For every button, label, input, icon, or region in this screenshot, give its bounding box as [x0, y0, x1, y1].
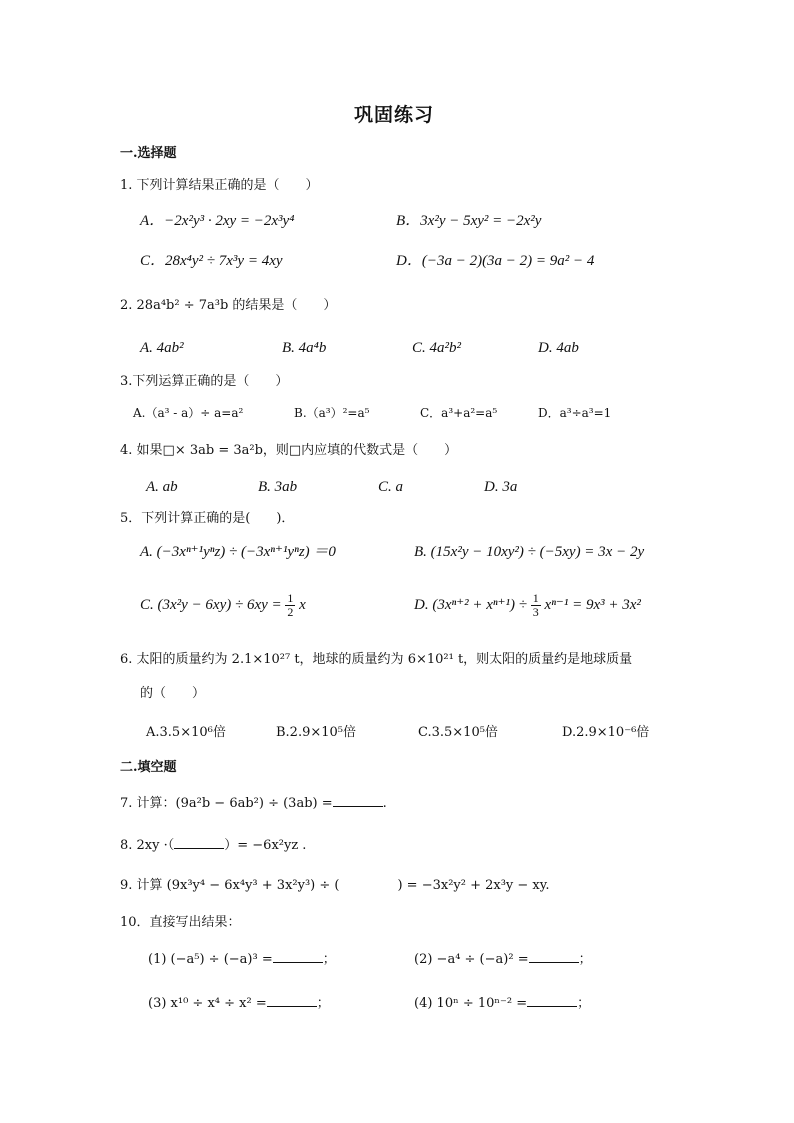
question-3-option-c: C．a³+a²=a⁵ — [420, 406, 498, 420]
question-2-option-d: D. 4ab — [538, 340, 579, 356]
question-4-option-d: D. 3a — [484, 479, 518, 495]
question-3-option-a: A.（a³ - a）÷ a=a² — [133, 406, 244, 420]
question-9-suffix: ) = −3x²y² + 2x³y − xy. — [397, 878, 550, 893]
question-3-option-d: D．a³÷a³=1 — [538, 406, 612, 420]
part-1-expr: (1) (−a⁵) ÷ (−a)³ = — [148, 952, 273, 967]
question-5-option-d-expr: D. (3xⁿ⁺² + xⁿ⁺¹) ÷ — [414, 596, 528, 613]
question-4-option-b: B. 3ab — [258, 479, 298, 495]
semicolon: ； — [316, 996, 330, 1011]
question-6-option-b: B.2.9×10⁵倍 — [276, 725, 357, 740]
answer-blank[interactable] — [174, 836, 224, 849]
question-5-option-a: A. (−3xⁿ⁺¹yⁿz) ÷ (−3xⁿ⁺¹yⁿz) ＝0 — [140, 544, 336, 560]
question-5-option-c — [140, 592, 306, 619]
question-2-stem: 2. 28a⁴b² ÷ 7a³b 的结果是（ ） — [120, 298, 337, 313]
question-7-text: 7. 计算：(9a²b − 6ab²) ÷ (3ab) = — [120, 796, 333, 811]
section-heading-choice: 一.选择题 — [120, 146, 177, 161]
question-1-option-a: A．−2x²y³ · 2xy = −2x³y⁴ — [140, 213, 295, 229]
question-1-stem: 1. 下列计算结果正确的是（ ） — [120, 178, 319, 193]
question-8-prefix: 8. 2xy ·（ — [120, 838, 175, 853]
question-1-option-d: D．(−3a − 2)(3a − 2) = 9a² − 4 — [396, 253, 595, 269]
question-10-part-1 — [148, 950, 336, 969]
question-6-option-d: D.2.9×10⁻⁶倍 — [562, 725, 650, 740]
question-3-stem: 3.下列运算正确的是（ ） — [120, 374, 289, 389]
question-5-option-c-tail: x — [299, 596, 306, 613]
answer-blank[interactable] — [267, 994, 317, 1007]
fraction-one-half: $\frac{1}{2}$ — [287, 591, 294, 619]
question-5-option-d-tail: xⁿ⁻¹ = 9x³ + 3x² — [544, 596, 641, 613]
question-6-stem-continued: 的（ ） — [140, 686, 206, 701]
question-8 — [120, 836, 306, 855]
question-10-part-4 — [414, 994, 590, 1013]
question-7 — [120, 794, 387, 813]
semicolon: ； — [322, 952, 336, 967]
page-title: 巩固练习 — [354, 104, 435, 126]
question-3-option-b: B.（a³）²=a⁵ — [294, 406, 370, 420]
question-2-option-a: A. 4ab² — [140, 340, 184, 356]
answer-blank[interactable] — [333, 794, 383, 807]
question-10-part-3 — [148, 994, 330, 1013]
answer-blank[interactable] — [273, 950, 323, 963]
answer-blank[interactable] — [529, 950, 579, 963]
period: . — [382, 796, 387, 811]
question-5-option-b: B. (15x²y − 10xy²) ÷ (−5xy) = 3x − 2y — [414, 544, 645, 560]
question-1-option-c: C．28x⁴y² ÷ 7x³y = 4xy — [140, 253, 283, 269]
question-2-option-c: C. 4a²b² — [412, 340, 461, 356]
question-1-option-b: B．3x²y − 5xy² = −2x²y — [396, 213, 542, 229]
question-9 — [120, 877, 550, 895]
question-6-option-a: A.3.5×10⁶倍 — [146, 725, 226, 740]
answer-blank[interactable] — [527, 994, 577, 1007]
section-heading-fill-in: 二.填空题 — [120, 760, 177, 775]
question-6-option-c: C.3.5×10⁵倍 — [418, 725, 498, 740]
question-5-stem: 5．下列计算正确的是( )． — [120, 511, 295, 526]
part-2-expr: (2) −a⁴ ÷ (−a)² = — [414, 952, 529, 967]
semicolon: ； — [578, 952, 592, 967]
part-4-expr: (4) 10ⁿ ÷ 10ⁿ⁻² = — [414, 996, 528, 1011]
question-6-stem: 6. 太阳的质量约为 2.1×10²⁷ t，地球的质量约为 6×10²¹ t，则太阳的质量约是地球质量 — [120, 652, 633, 667]
question-4-stem: 4. 如果□× 3ab = 3a²b，则□内应填的代数式是（ ） — [120, 443, 458, 458]
fraction-one-third: $\frac{1}{3}$ — [532, 591, 539, 619]
question-9-prefix: 9. 计算 (9x³y⁴ − 6x⁴y³ + 3x²y³) ÷ ( — [120, 878, 340, 893]
question-8-suffix: ）= −6x²yz . — [224, 838, 307, 853]
question-4-option-a: A. ab — [146, 479, 178, 495]
question-10-part-2 — [414, 950, 592, 969]
question-10-stem: 10．直接写出结果： — [120, 915, 241, 930]
question-5-option-d — [414, 592, 641, 619]
part-3-expr: (3) x¹⁰ ÷ x⁴ ÷ x² = — [148, 996, 267, 1011]
question-2-option-b: B. 4a⁴b — [282, 340, 327, 356]
question-5-option-c-expr: C. (3x²y − 6xy) ÷ 6xy = — [140, 596, 282, 613]
question-4-option-c: C. a — [378, 479, 404, 495]
semicolon: ； — [577, 996, 591, 1011]
